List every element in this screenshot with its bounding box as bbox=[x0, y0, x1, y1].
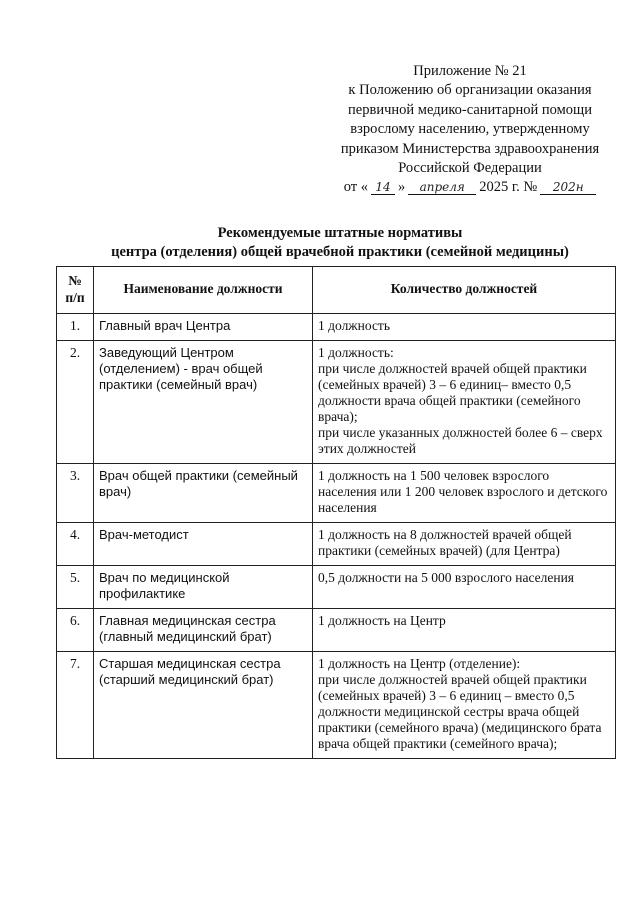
position-name: Заведующий Центром (отделением) - врач общей практики (семейный врач) bbox=[94, 341, 313, 464]
document-title bbox=[60, 224, 620, 261]
order-date-line bbox=[325, 178, 615, 197]
date-prefix: от « bbox=[343, 179, 368, 196]
row-number: 7. bbox=[57, 652, 94, 759]
date-mid: » bbox=[398, 179, 406, 196]
appendix-line: Российской Федерации bbox=[398, 160, 542, 177]
appendix-line: Приложение № 21 bbox=[413, 63, 527, 79]
column-header-position: Наименование должности bbox=[94, 267, 313, 314]
date-year: 2025 г. № bbox=[479, 179, 538, 196]
table-row bbox=[57, 652, 616, 759]
position-name: Врач общей практики (семейный врач) bbox=[94, 464, 313, 523]
position-name: Врач-методист bbox=[94, 523, 313, 566]
row-number: 1. bbox=[57, 314, 94, 341]
quantity-line: 0,5 должности на 5 000 взрослого населения bbox=[318, 570, 574, 585]
handwritten-month: апреля bbox=[408, 180, 476, 195]
quantity-line: при числе указанных должностей более 6 – сверх этих должностей bbox=[318, 425, 603, 456]
quantity-line: при числе должностей врачей общей практики (семейных врачей) 3 – 6 единиц – вместо 0,5 должности медицинской сестры врача общей практики (семейного врача) (медицинского брата врача общей практики (семейного врача); bbox=[318, 672, 602, 751]
appendix-header bbox=[325, 62, 615, 198]
row-number: 4. bbox=[57, 523, 94, 566]
row-number: 3. bbox=[57, 464, 94, 523]
table-row bbox=[57, 314, 616, 341]
table-row bbox=[57, 464, 616, 523]
quantity-line: 1 должность bbox=[318, 318, 390, 333]
position-name: Старшая медицинская сестра (старший медицинский брат) bbox=[94, 652, 313, 759]
position-quantity bbox=[313, 341, 616, 464]
quantity-line: 1 должность на 8 должностей врачей общей практики (семейных врачей) (для Центра) bbox=[318, 527, 572, 558]
table-row bbox=[57, 566, 616, 609]
appendix-line: приказом Министерства здравоохранения bbox=[340, 140, 600, 157]
quantity-line: 1 должность на Центр (отделение): bbox=[318, 656, 521, 671]
title-line-1: Рекомендуемые штатные нормативы bbox=[217, 225, 463, 241]
table-row bbox=[57, 523, 616, 566]
appendix-line: к Положению об организации оказания bbox=[348, 82, 592, 99]
table-row bbox=[57, 609, 616, 652]
header-num-abbrev: п/п bbox=[65, 290, 85, 305]
quantity-line: 1 должность: bbox=[318, 345, 394, 360]
handwritten-day: 14 bbox=[371, 180, 395, 195]
position-name: Врач по медицинской профилактике bbox=[94, 566, 313, 609]
quantity-line: при числе должностей врачей общей практики (семейных врачей) 3 – 6 единиц– вместо 0,5 должности врача общей практики (семейного врача); bbox=[318, 361, 587, 424]
row-number: 2. bbox=[57, 341, 94, 464]
position-quantity bbox=[313, 314, 616, 341]
staffing-table bbox=[56, 266, 616, 759]
column-header-quantity: Количество должностей bbox=[313, 267, 616, 314]
appendix-line: первичной медико-санитарной помощи bbox=[348, 101, 592, 118]
header-num-symbol: № bbox=[68, 273, 82, 288]
position-name: Главная медицинская сестра (главный медицинский брат) bbox=[94, 609, 313, 652]
position-quantity bbox=[313, 652, 616, 759]
appendix-line: взрослому населению, утвержденному bbox=[350, 121, 590, 138]
position-quantity bbox=[313, 609, 616, 652]
title-line-2: центра (отделения) общей врачебной практики (семейной медицины) bbox=[111, 243, 569, 260]
row-number: 5. bbox=[57, 566, 94, 609]
position-quantity bbox=[313, 464, 616, 523]
position-name: Главный врач Центра bbox=[94, 314, 313, 341]
quantity-line: 1 должность на Центр bbox=[318, 613, 446, 628]
handwritten-order-number: 202н bbox=[540, 180, 596, 195]
position-quantity bbox=[313, 523, 616, 566]
row-number: 6. bbox=[57, 609, 94, 652]
column-header-number bbox=[57, 267, 94, 314]
quantity-line: 1 должность на 1 500 человек взрослого населения или 1 200 человек взрослого и детского населения bbox=[318, 468, 608, 515]
table-row bbox=[57, 341, 616, 464]
table-header-row bbox=[57, 267, 616, 314]
position-quantity bbox=[313, 566, 616, 609]
